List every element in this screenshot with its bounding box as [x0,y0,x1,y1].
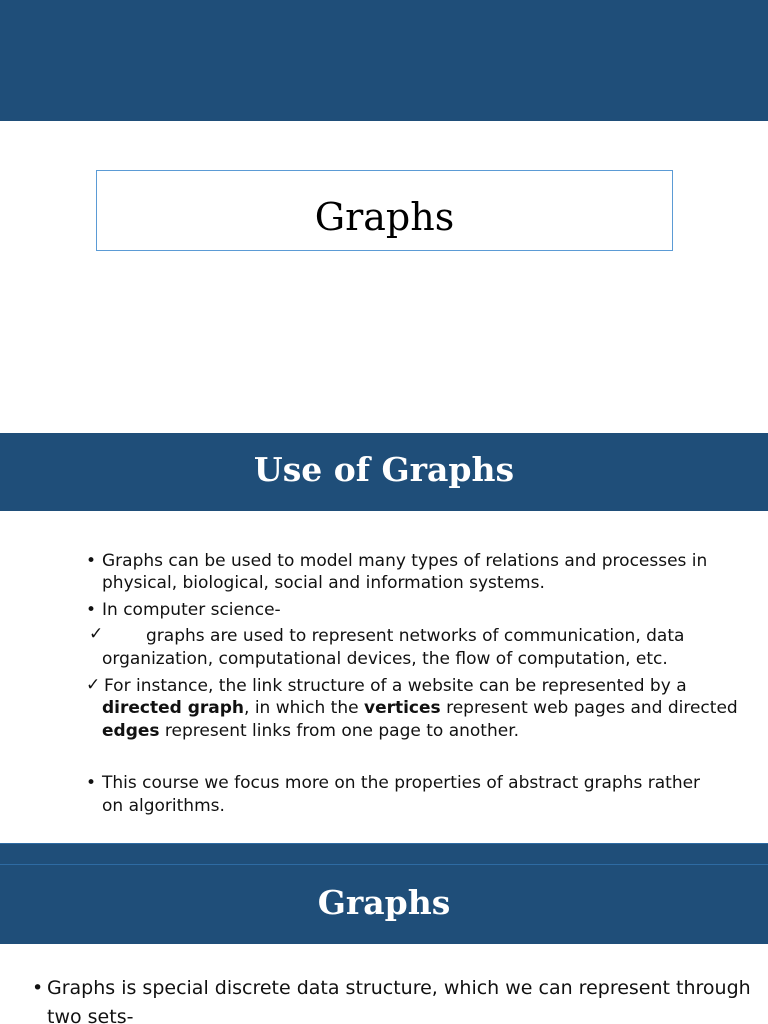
text-line: Graphs is special discrete data structure, which we can represent through [47,977,751,999]
text-line: This course we focus more on the properties of abstract graphs rather [102,773,701,793]
bold-term: vertices [363,698,441,718]
text-fragment: represent web pages and directed [440,698,738,718]
bullet-icon: • [32,977,44,999]
bullet-icon: • [86,551,97,571]
text-line: In computer science- [102,600,281,620]
bullet-icon: • [86,773,97,793]
text-fragment: represent links from one page to another. [159,721,520,741]
slide-divider [0,843,768,865]
title-box [96,170,673,251]
bullet-icon: • [86,600,97,620]
text-line: For instance, the link structure of a website can be represented by a [104,676,687,696]
text-fragment: , in which the [244,698,364,718]
slide-title: Graphs [314,195,455,239]
check-icon: ✓ [89,624,104,644]
graphs-heading: Graphs [317,883,451,922]
bold-term: directed graph [102,698,245,718]
use-of-graphs-heading: Use of Graphs [253,450,515,489]
bold-term: edges [102,721,160,741]
top-banner [0,0,768,121]
text-line: two sets- [47,1006,134,1024]
use-of-graphs-banner [0,433,768,511]
graphs-banner [0,865,768,944]
text-line: Graphs can be used to model many types of relations and processes in [102,551,708,571]
text-line: graphs are used to represent networks of communication, data [146,626,685,646]
text-line [102,720,519,743]
text-line: organization, computational devices, the flow of computation, etc. [102,649,668,669]
text-line: on algorithms. [102,796,225,816]
text-line: physical, biological, social and information systems. [102,573,545,593]
check-icon: ✓ [86,675,101,695]
text-line [102,697,738,720]
